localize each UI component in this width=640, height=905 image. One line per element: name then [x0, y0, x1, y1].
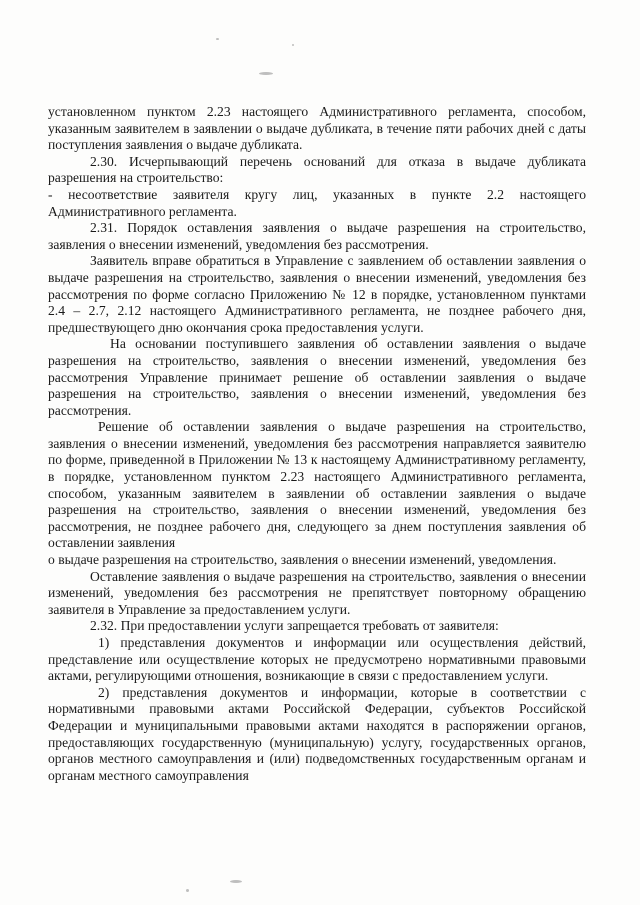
scan-speck [230, 880, 242, 883]
paragraph: установленном пунктом 2.23 настоящего Административного регламента, способом, указанным заявителем в заявлении о выдаче дубликата, в течение пяти рабочих дней с даты поступления заявления о выдаче дубликата. [48, 104, 586, 153]
list-item: 1) представления документов и информации или осуществления действий, представление или осуществление которых не предусмотрено нормативными правовыми актами, регулирующими отношения, возникающие в связи с предоставлением услуги. [48, 635, 586, 684]
scan-speck [292, 44, 294, 46]
paragraph: 2.32. При предоставлении услуги запрещается требовать от заявителя: [90, 618, 499, 634]
paragraph: о выдаче разрешения на строительство, заявления о внесении изменений, уведомления. [48, 552, 557, 568]
paragraph: На основании поступившего заявления об оставлении заявления о выдаче разрешения на строительство, заявления о внесении изменений, уведомления без рассмотрения Управление принимает решение об оставлении заявления о выдаче разрешения на строительство, заявления о внесении изменений, уведомления без рассмотрения. [48, 336, 586, 418]
document-body [48, 104, 586, 784]
list-item: 2) представления документов и информации, которые в соответствии с нормативными правовыми актами Российской Федерации, субъектов Российской Федерации и муниципальными правовыми актами находятся в распоряжении органов, предоставляющих государственную (муниципальную) услугу, государственных органов, органов местного самоуправления и (или) подведомственных государственным органам и органам местного самоуправления [48, 684, 586, 783]
scan-speck [216, 38, 219, 40]
paragraph: 2.31. Порядок оставления заявления о выдаче разрешения на строительство, заявления о внесении изменений, уведомления без рассмотрения. [48, 220, 586, 252]
paragraph: Решение об оставлении заявления о выдаче разрешения на строительство, заявления о внесении изменений, уведомления без рассмотрения направляется заявителю по форме, приведенной в Приложении № 13 к настоящему Административному регламенту, в порядке, установленном пунктом 2.23 настоящего Административного регламента, способом, указанным заявителем в заявлении об оставлении заявления о выдаче разрешения на строительство, заявления о внесении изменений, уведомления без рассмотрения, не позднее рабочего дня, следующего за днем поступления заявления об оставлении заявления [48, 419, 586, 551]
scan-speck [186, 889, 189, 892]
paragraph: Оставление заявления о выдаче разрешения на строительство, заявления о внесении изменений, уведомления без рассмотрения не препятствует повторному обращению заявителя в Управление за предоставлением услуги. [48, 568, 586, 617]
paragraph: 2.30. Исчерпывающий перечень оснований для отказа в выдаче дубликата разрешения на строительство: [48, 153, 586, 186]
paragraph: Заявитель вправе обратиться в Управление с заявлением об оставлении заявления о выдаче разрешения на строительство, заявления о внесении изменений, уведомления без рассмотрения по форме согласно Приложению № 12 в порядке, установленном пунктами 2.4 – 2.7, 2.12 настоящего Административного регламента, не позднее рабочего дня, предшествующего дню окончания срока предоставления услуги. [48, 253, 586, 335]
scan-speck [259, 72, 273, 75]
list-item: - несоответствие заявителя кругу лиц, указанных в пункте 2.2 настоящего Административного регламента. [48, 186, 586, 219]
